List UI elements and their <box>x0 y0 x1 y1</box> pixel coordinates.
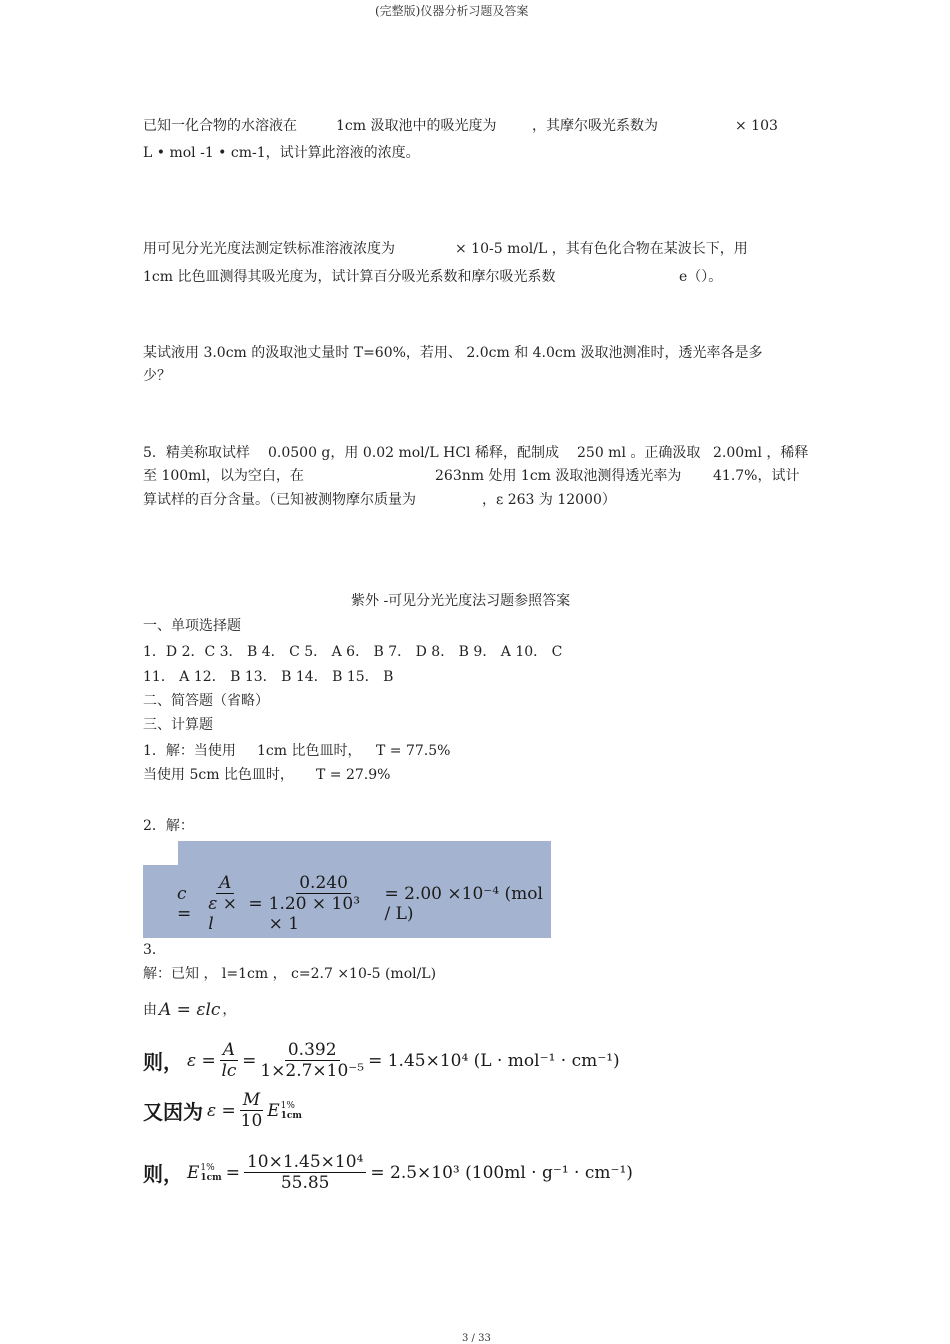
formula-2-den1: ε × l <box>208 894 237 934</box>
formula-3b-rhs-group <box>267 1101 302 1121</box>
formula-3c-lhs-group <box>187 1163 222 1183</box>
formula-3b-lhs: ε = <box>207 1100 236 1121</box>
q1-text-d: × 103 <box>735 118 778 134</box>
q5-text-c: 250 ml 。正确汲取 <box>577 445 701 461</box>
q5-text-line2a: 至 100ml，以为空白，在 <box>143 468 304 484</box>
a2-label: 2．解： <box>143 818 194 834</box>
q1-text-a: 已知一化合物的水溶液在 <box>143 118 297 134</box>
formula-2 <box>177 873 551 934</box>
formula-3b <box>143 1090 302 1131</box>
q5-text-d: 2.00ml ，稀释 <box>713 445 809 461</box>
a1-text-c: T = 77.5% <box>376 743 451 759</box>
a3-label: 3． <box>143 942 166 958</box>
formula-2-num2: 0.240 <box>296 873 351 894</box>
formula-2-rhs: = 2.00 ×10⁻⁴ (mol / L) <box>384 883 543 924</box>
formula-2-frac1 <box>208 873 242 934</box>
formula-3b-num: M <box>240 1090 263 1111</box>
q2-text-line2b: e（）。 <box>679 269 723 285</box>
q3-text-line2: 少？ <box>143 368 171 384</box>
formula-3c-eq: = <box>225 1162 240 1183</box>
formula-3c-lead: 则， <box>143 1162 183 1186</box>
q2-text-a: 用可见分光光度法测定铁标准溶液浓度为 <box>143 241 395 257</box>
section-short-answer: 二、简答题（省略） <box>143 693 269 709</box>
formula-2-frac2 <box>269 873 379 934</box>
a3-comma: ， <box>222 1002 237 1018</box>
formula-3b-sub: 1cm <box>280 1110 302 1121</box>
formula-2-den2: 1.20 × 10³ × 1 <box>268 894 361 934</box>
formula-3b-sup: 1% <box>280 1100 295 1111</box>
a1-text-b: 1cm 比色皿时， <box>257 743 362 759</box>
formula-3c-sub: 1cm <box>200 1172 222 1183</box>
formula-2-image <box>143 841 551 938</box>
formula-3b-den: 10 <box>240 1111 263 1131</box>
a3-by-line <box>143 1000 236 1020</box>
document-header: (完整版)仪器分析习题及答案 <box>375 4 529 18</box>
formula-3a-eq: = <box>242 1050 257 1071</box>
q2-text-b: × 10-5 mol/L ，其有色化合物在某波长下，用 <box>455 241 748 257</box>
q5-text-line3b: ，ε 263 为 12000） <box>482 492 616 508</box>
formula-3b-lead: 又因为 <box>143 1100 203 1124</box>
formula-3c-lhs: E <box>187 1162 200 1183</box>
q5-text-a: 5．精美称取试样 <box>143 445 250 461</box>
formula-3a <box>143 1040 620 1081</box>
q1-text-c: ，其摩尔吸光系数为 <box>532 118 658 134</box>
formula-2-num1: A <box>216 873 234 894</box>
a1-text-a: 1．解：当使用 <box>143 743 236 759</box>
q5-text-line2b: 263nm 处用 1cm 汲取池测得透光率为 <box>435 468 682 484</box>
formula-3a-num2: 0.392 <box>285 1040 340 1061</box>
formula-3a-num1: A <box>220 1040 238 1061</box>
formula-3b-frac <box>240 1090 263 1131</box>
formula-3c-sup: 1% <box>200 1162 215 1173</box>
formula-3c <box>143 1152 633 1193</box>
formula-3a-frac1 <box>220 1040 238 1081</box>
formula-3a-rhs: = 1.45×10⁴ (L · mol⁻¹ · cm⁻¹) <box>368 1050 620 1071</box>
formula-3b-rhs: E <box>267 1100 280 1121</box>
formula-3a-lead: 则， <box>143 1050 183 1074</box>
formula-3a-lhs: ε = <box>187 1050 216 1071</box>
q5-text-b: 0.0500 g，用 0.02 mol/L HCl 稀释，配制成 <box>268 445 559 461</box>
formula-3a-den2: 1×2.7×10⁻⁵ <box>260 1061 365 1081</box>
a3-given: 解：已知 ， l=1cm ， c=2.7 ×10-5 (mol/L) <box>143 966 437 982</box>
formula-3c-rhs: = 2.5×10³ (100ml · g⁻¹ · cm⁻¹) <box>370 1162 633 1183</box>
q5-text-line3a: 算试样的百分含量。（已知被测物摩尔质量为 <box>143 492 416 508</box>
section-calculation: 三、计算题 <box>143 717 213 733</box>
section-multiple-choice: 一、单项选择题 <box>143 618 241 634</box>
formula-2-eq: = <box>248 893 263 914</box>
a3-formula: A = εlc <box>159 1000 221 1020</box>
q5-text-line2c: 41.7%，试计 <box>713 468 800 484</box>
formula-3a-frac2 <box>260 1040 364 1081</box>
q1-text-b: 1cm 汲取池中的吸光度为 <box>336 118 497 134</box>
a3-by: 由 <box>143 1002 157 1018</box>
formula-3c-num: 10×1.45×10⁴ <box>244 1152 366 1173</box>
a1-text-line2a: 当使用 5cm 比色皿时， <box>143 767 294 783</box>
page-number: 3 / 33 <box>462 1333 491 1344</box>
mc-answers-line1: 1．D 2．C 3． B 4． C 5． A 6． B 7． D 8． B 9． A 10． C <box>143 644 563 660</box>
q2-text-line2a: 1cm 比色皿测得其吸光度为，试计算百分吸光系数和摩尔吸光系数 <box>143 269 556 285</box>
answers-title: 紫外 -可见分光光度法习题参照答案 <box>351 593 571 609</box>
q1-text-line2: L • mol -1 • cm-1，试计算此溶液的浓度。 <box>143 145 420 161</box>
mc-answers-line2: 11． A 12． B 13． B 14． B 15． B <box>143 669 394 685</box>
formula-3a-den1: lc <box>221 1061 237 1081</box>
q3-text-line1: 某试液用 3.0cm 的汲取池丈量时 T=60%，若用、 2.0cm 和 4.0cm 汲取池测准时，透光率各是多 <box>143 345 763 361</box>
a1-text-line2b: T = 27.9% <box>316 767 391 783</box>
formula-2-lhs: c = <box>177 883 192 924</box>
formula-3c-frac <box>244 1152 366 1193</box>
formula-3c-den: 55.85 <box>280 1173 330 1193</box>
